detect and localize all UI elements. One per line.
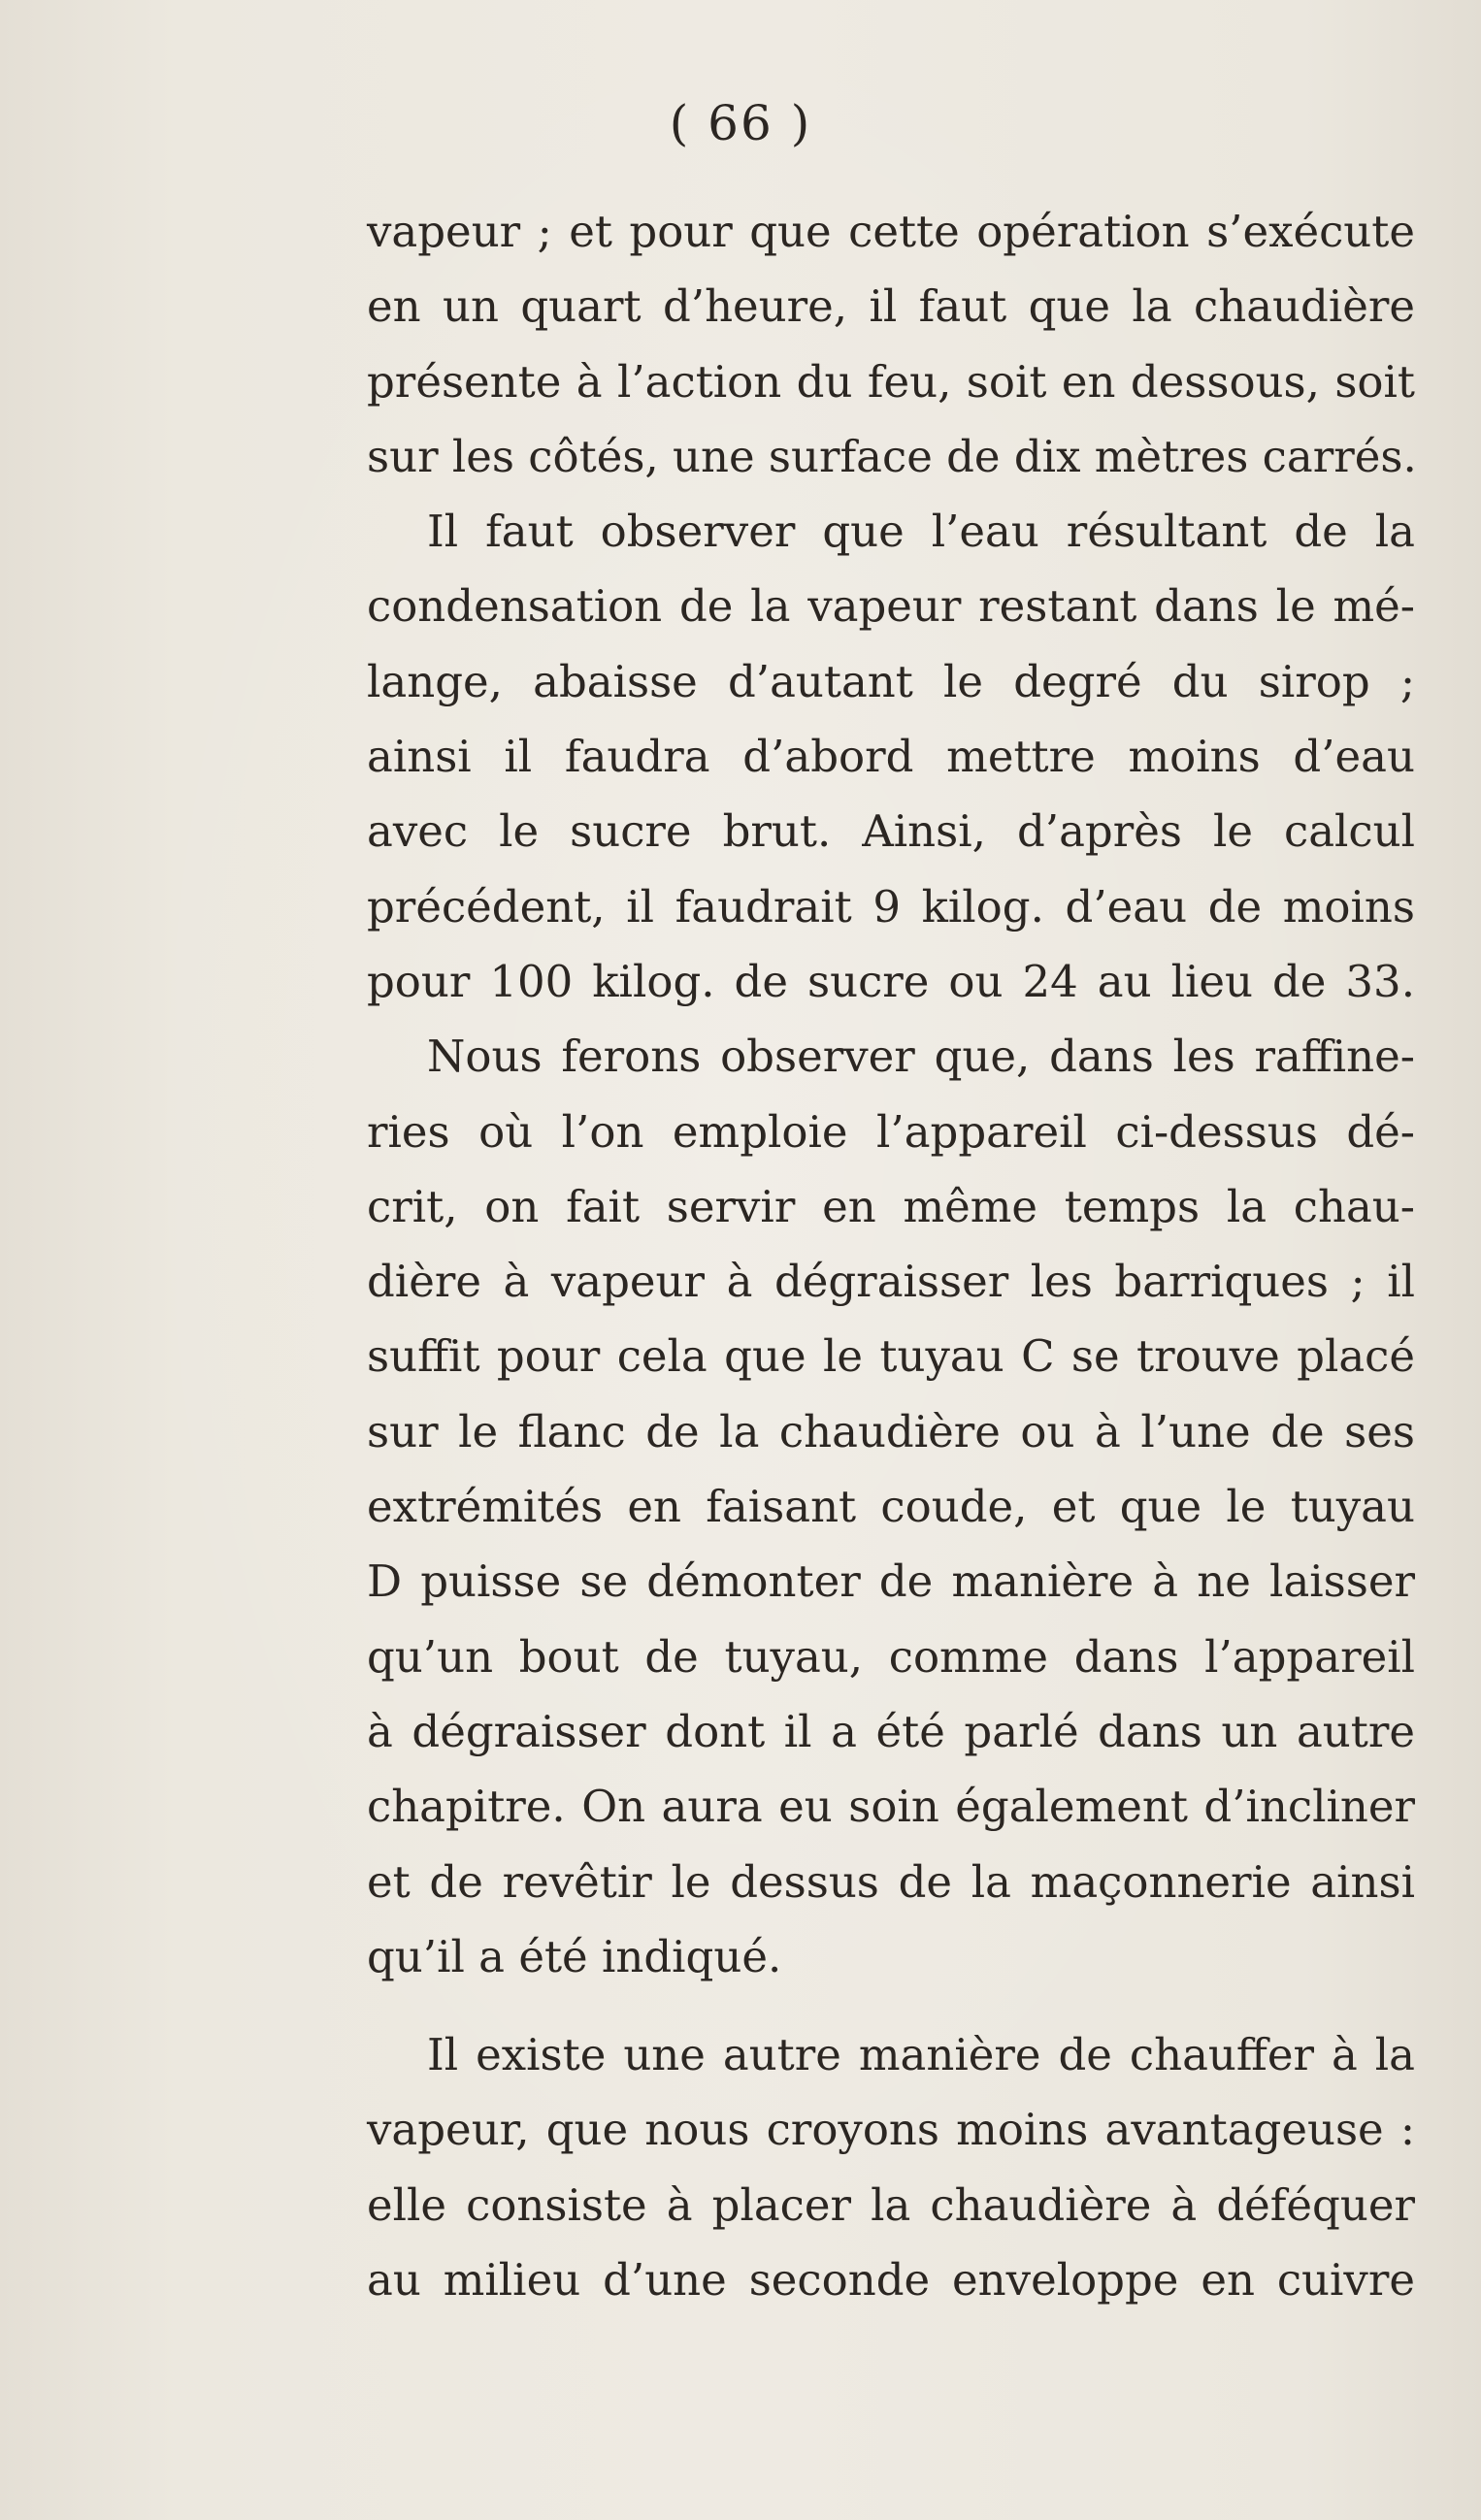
- text-line: au milieu d’une seconde enveloppe en cuivre: [367, 2254, 1415, 2307]
- text-line: elle consiste à placer la chaudière à déféquer: [367, 2178, 1415, 2231]
- paragraph: [367, 1019, 1415, 1994]
- text-line: Il existe une autre manière de chauffer à la: [427, 2029, 1415, 2081]
- text-line: vapeur ; et pour que cette opération s’exécute: [367, 206, 1415, 257]
- text-line: D puisse se démonter de manière à ne laisser: [367, 1555, 1415, 1608]
- paragraph: [367, 194, 1415, 494]
- body-text: [367, 194, 1415, 2317]
- paragraph: [367, 494, 1415, 1019]
- text-line: vapeur, que nous croyons moins avantageuse :: [367, 2104, 1415, 2156]
- text-line: précédent, il faudrait 9 kilog. d’eau de moins: [367, 880, 1415, 933]
- text-line: ainsi il faudra d’abord mettre moins d’eau: [367, 731, 1415, 783]
- text-line: à dégraisser dont il a été parlé dans un autre: [367, 1705, 1415, 1757]
- text-line: en un quart d’heure, il faut que la chaudière: [367, 280, 1415, 333]
- text-line: dière à vapeur à dégraisser les barriques ; il: [367, 1256, 1415, 1308]
- text-line: et de revêtir le dessus de la maçonnerie ainsi: [367, 1855, 1415, 1908]
- text-line: extrémités en faisant coude, et que le tuyau: [367, 1481, 1415, 1533]
- text-line: pour 100 kilog. de sucre ou 24 au lieu de 33.: [367, 955, 1415, 1007]
- text-line: condensation de la vapeur restant dans le mé-: [367, 580, 1415, 633]
- text-line: chapitre. On aura eu soin également d’incliner: [367, 1781, 1415, 1833]
- text-line: sur le flanc de la chaudière ou à l’une de ses: [367, 1405, 1415, 1457]
- text-line: ries où l’on emploie l’appareil ci-dessus dé-: [367, 1105, 1415, 1158]
- text-line: lange, abaisse d’autant le degré du sirop ;: [367, 655, 1415, 707]
- paragraph: [367, 2017, 1415, 2317]
- text-line: sur les côtés, une surface de dix mètres carrés.: [367, 430, 1417, 482]
- paragraph-gap: [367, 1994, 1415, 2017]
- text-line: qu’un bout de tuyau, comme dans l’appareil: [367, 1630, 1415, 1683]
- text-line: crit, on fait servir en même temps la chau-: [367, 1180, 1415, 1232]
- text-line: avec le sucre brut. Ainsi, d’après le calcul: [367, 805, 1415, 858]
- text-line: Il faut observer que l’eau résultant de la: [427, 506, 1415, 558]
- text-line: qu’il a été indiqué.: [367, 1930, 782, 1982]
- page-number: ( 66 ): [669, 95, 812, 151]
- text-line: présente à l’action du feu, soit en dessous, soit: [367, 355, 1415, 408]
- text-line: Nous ferons observer que, dans les raffine-: [427, 1031, 1415, 1083]
- text-line: suffit pour cela que le tuyau C se trouve placé: [367, 1330, 1415, 1383]
